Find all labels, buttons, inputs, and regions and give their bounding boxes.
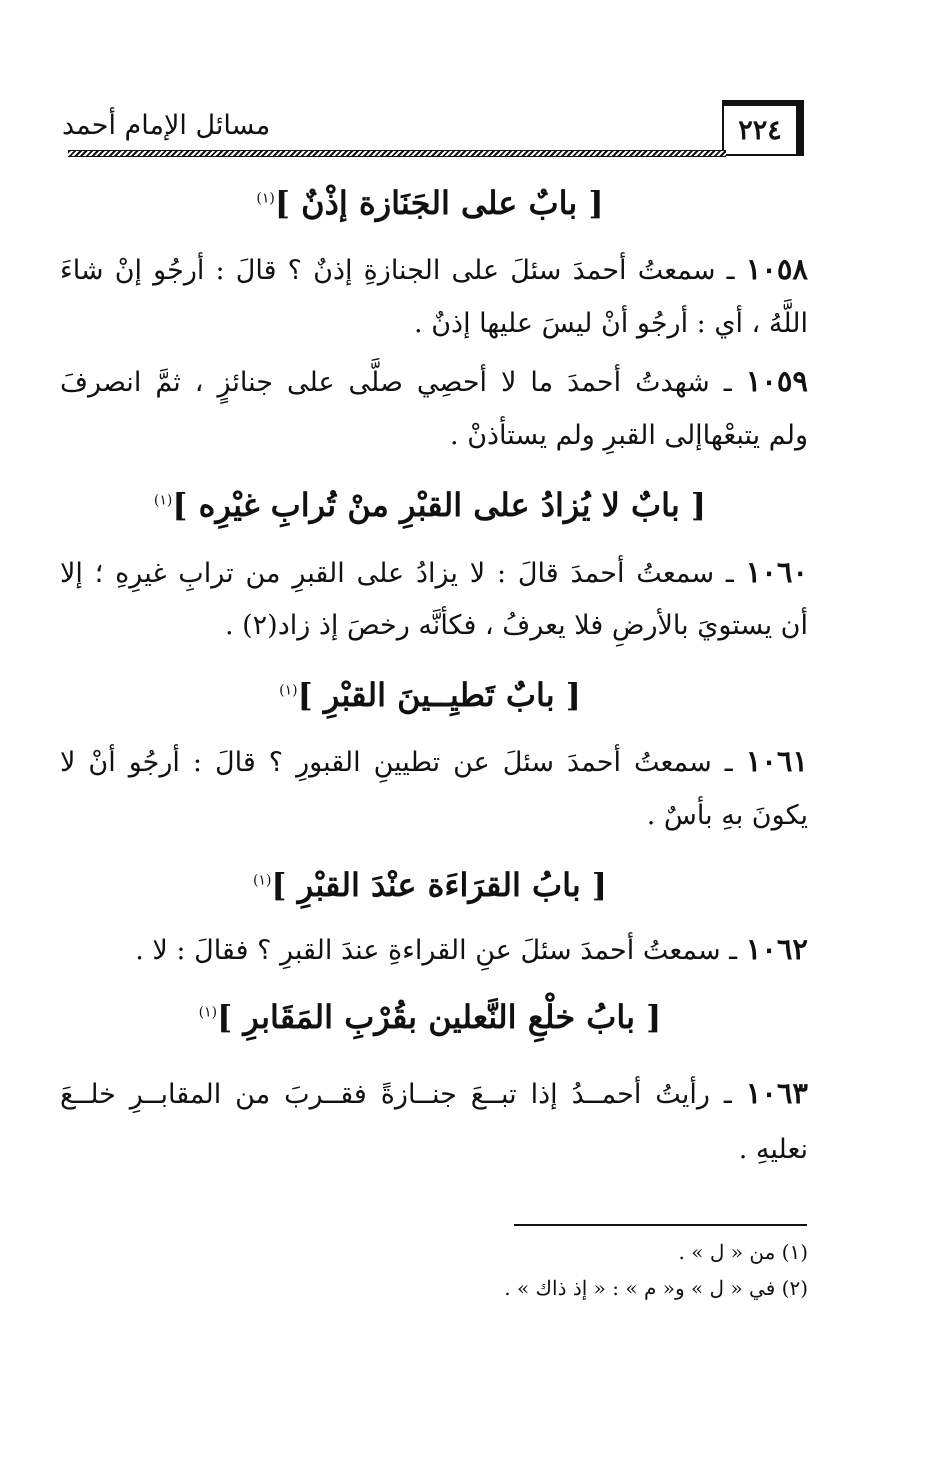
section-heading	[60, 676, 800, 714]
paragraph-line	[225, 610, 808, 641]
header-rule	[68, 150, 726, 157]
section-heading-text: [ بابُ القرَاءَة عنْدَ القبْرِ ]	[271, 866, 608, 904]
paragraph-text: ـ رأيتُ أحمــدُ إذا تبــعَ جنــازةً فقــربَ من المقابــرِ خلــعَ	[60, 1079, 732, 1110]
section-heading	[60, 184, 800, 222]
section-heading	[60, 486, 800, 524]
footnote: (١) من « ل » .	[678, 1240, 808, 1264]
paragraph-line	[60, 364, 808, 398]
paragraph-text: ـ سمعتُ أحمدَ قالَ : لا يزادُ على القبرِ من ترابِ غيرِهِ ؛ إلا	[60, 558, 734, 589]
section-heading	[60, 998, 800, 1036]
heading-footnote-ref: (١)	[279, 682, 298, 699]
paragraph-text: ـ سمعتُ أحمدَ سئلَ عنِ القراءةِ عندَ القبرِ ؟ فقالَ : لا .	[135, 935, 738, 966]
paragraph-line	[647, 800, 808, 831]
paragraph-line	[450, 420, 808, 451]
heading-footnote-ref: (١)	[252, 872, 272, 889]
paragraph-text: يكونَ بهِ بأسٌ .	[646, 800, 808, 831]
paragraph-text: ولم يتبعْهاإلى القبرِ ولم يستأذنْ .	[450, 420, 808, 451]
section-heading-text: [ بابٌ على الجَنَازة إذْنٌ ]	[274, 184, 604, 222]
paragraph-line	[60, 555, 808, 589]
paragraph-text: أن يستويَ بالأرضِ فلا يعرفُ ، فكأنَّه رخصَ إذ زاد(٢) .	[224, 610, 808, 641]
paragraph-text: اللَّهُ ، أي : أرجُو أنْ ليسَ عليها إذنٌ .	[414, 308, 808, 339]
paragraph-line	[135, 932, 808, 966]
paragraph-line	[60, 744, 808, 778]
page-number-text: ٢٢٤	[738, 114, 782, 146]
paragraph-text: ـ شهدتُ أحمدَ ما لا أحصِي صلَّى على جنائزٍ ، ثمَّ انصرفَ	[60, 367, 732, 398]
section-heading-text: [ بابٌ تَطيِــينَ القبْرِ ]	[297, 676, 581, 714]
paragraph-number: ١٠٦٣	[745, 1076, 808, 1110]
footnote: (٢) في « ل » و« م » : « إذ ذاك » .	[504, 1276, 808, 1300]
paragraph-number: ١٠٦٠	[745, 555, 808, 589]
paragraph-number: ١٠٦٢	[745, 932, 808, 966]
paragraph-text: ـ سمعتُ أحمدَ سئلَ على الجنازةِ إذنٌ ؟ قالَ : أرجُو إنْ شاءَ	[60, 255, 735, 286]
paragraph-number: ١٠٦١	[745, 744, 808, 778]
paragraph-text: ـ سمعتُ أحمدَ سئلَ عن تطيينِ القبورِ ؟ قالَ : أرجُو أنْ لا	[60, 747, 733, 778]
heading-footnote-ref: (١)	[256, 190, 275, 207]
heading-footnote-ref: (١)	[198, 1004, 218, 1021]
paragraph-line	[414, 308, 808, 339]
paragraph-number: ١٠٥٨	[745, 252, 808, 286]
paragraph-line	[60, 252, 808, 286]
paragraph-line	[739, 1134, 808, 1165]
running-title: مسائل الإمام أحمد	[62, 110, 271, 141]
paragraph-line	[60, 1076, 808, 1110]
paragraph-text: نعليهِ .	[738, 1134, 808, 1165]
paragraph-number: ١٠٥٩	[745, 364, 809, 398]
footnote-rule	[514, 1224, 807, 1226]
section-heading-text: [ بابُ خلْعِ النَّعلين بقُرْبِ المَقَابرِ ]	[217, 998, 662, 1036]
heading-footnote-ref: (١)	[153, 492, 173, 509]
section-heading	[60, 866, 800, 904]
section-heading-text: [ بابٌ لا يُزادُ على القبْرِ منْ تُرابِ غيْرِه ]	[172, 486, 707, 524]
page-number	[722, 100, 804, 156]
